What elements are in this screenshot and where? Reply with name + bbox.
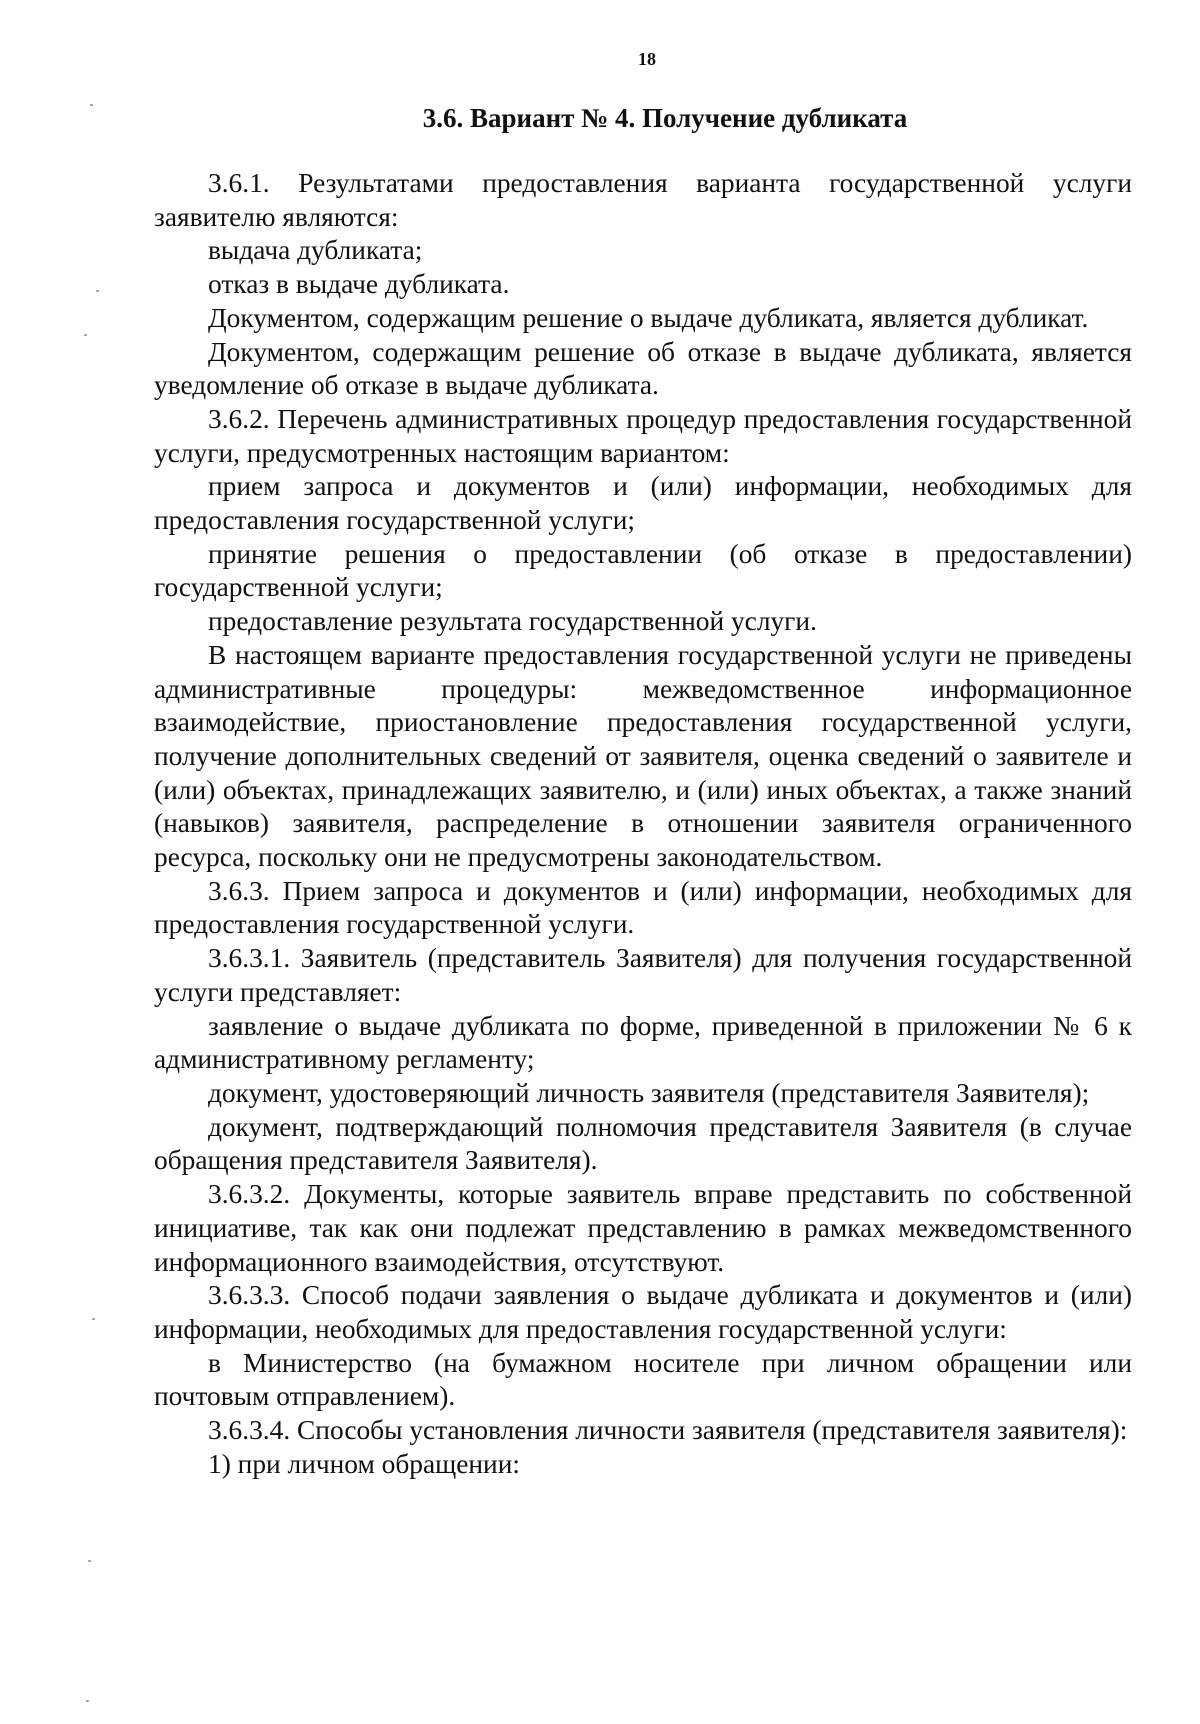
paragraph: в Министерство (на бумажном носителе при личном обращении или почтовым отправлением).: [154, 1347, 1132, 1412]
scan-speck: [90, 104, 93, 106]
paragraph: отказ в выдаче дубликата.: [208, 269, 510, 300]
scan-speck: [96, 290, 99, 292]
document-body: [154, 167, 1132, 1481]
paragraph: 3.6.2. Перечень административных процедур предоставления государственной услуги, предусмотренных настоящим вариантом:: [154, 403, 1132, 468]
page-number: 18: [638, 49, 656, 69]
paragraph: 1) при личном обращении:: [208, 1448, 520, 1479]
paragraph: Документом, содержащим решение о выдаче дубликата, является дубликат.: [208, 302, 1089, 333]
paragraph: предоставление результата государственной услуги.: [208, 606, 817, 637]
paragraph: выдача дубликата;: [208, 235, 423, 266]
scan-speck: [92, 1318, 95, 1320]
paragraph: заявление о выдаче дубликата по форме, приведенной в приложении № 6 к административному регламенту;: [154, 1010, 1132, 1075]
paragraph: принятие решения о предоставлении (об отказе в предоставлении) государственной услуги;: [154, 538, 1132, 603]
paragraph: 3.6.3.2. Документы, которые заявитель вправе представить по собственной инициативе, так как они подлежат представлению в рамках межведомственного информационного взаимодействия, отсутствуют.: [154, 1179, 1132, 1277]
paragraph: 3.6.3.4. Способы установления личности заявителя (представителя заявителя):: [208, 1415, 1128, 1446]
paragraph: прием запроса и документов и (или) информации, необходимых для предоставления государственной услуги;: [154, 471, 1132, 536]
scan-speck: [88, 1560, 91, 1562]
paragraph: Документом, содержащим решение об отказе в выдаче дубликата, является уведомление об отказе в выдаче дубликата.: [154, 336, 1132, 401]
section-title: 3.6. Вариант № 4. Получение дубликата: [422, 103, 908, 133]
paragraph: 3.6.3. Прием запроса и документов и (или) информации, необходимых для предоставления государственной услуги.: [154, 875, 1132, 940]
paragraph: В настоящем варианте предоставления государственной услуги не приведены административные процедуры: межведомственное информационное взаимодействие, приостановление предоставления государственной услуги, получение дополнительных сведений от заявителя, оценка сведений о заявителе и (или) объектах, принадлежащих заявителю, и (или) иных объектах, а также знаний (навыков) заявителя, распределение в отношении заявителя ограниченного ресурса, поскольку они не предусмотрены законодательством.: [154, 639, 1132, 873]
scan-speck: [86, 1700, 89, 1702]
paragraph: документ, удостоверяющий личность заявителя (представителя Заявителя);: [208, 1077, 1090, 1108]
paragraph: 3.6.1. Результатами предоставления варианта государственной услуги заявителю являются:: [154, 168, 1132, 232]
paragraph: 3.6.3.3. Способ подачи заявления о выдаче дубликата и документов и (или) информации, необходимых для предоставления государственной услуги:: [154, 1280, 1132, 1344]
paragraph: документ, подтверждающий полномочия представителя Заявителя (в случае обращения представителя Заявителя).: [154, 1111, 1132, 1176]
scan-speck: [84, 334, 87, 336]
paragraph: 3.6.3.1. Заявитель (представитель Заявителя) для получения государственной услуги представляет:: [154, 943, 1132, 1007]
